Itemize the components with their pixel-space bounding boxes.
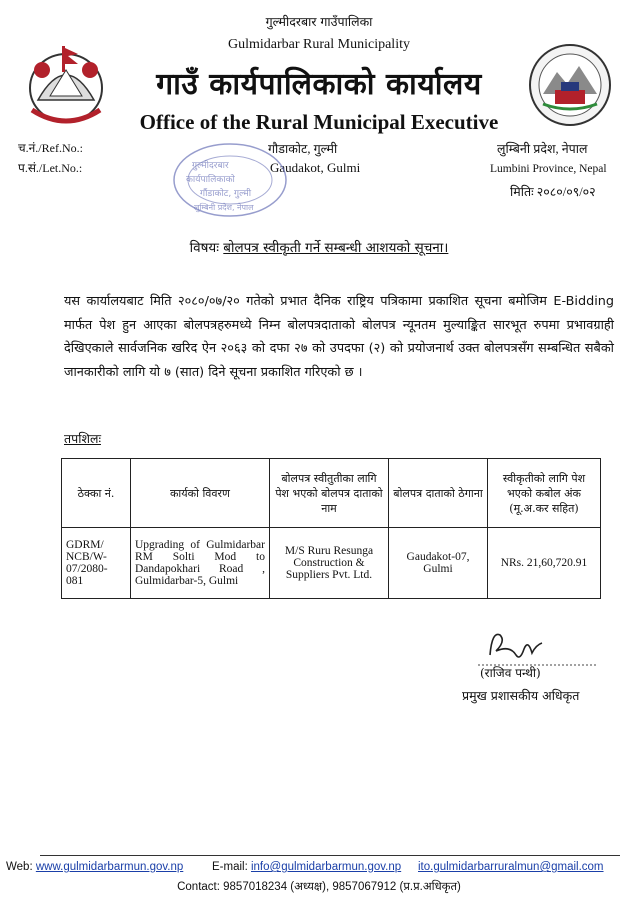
table-row	[62, 528, 601, 599]
subject-line	[0, 238, 638, 256]
notice-body: यस कार्यालयबाट मिति २०८०/०७/२० गतेको प्रभात दैनिक राष्ट्रिय पत्रिकामा प्रकाशित सूचना बमोजिम E-Bidding मार्फत पेश हुन आएका बोलपत्रहरुमध्ये निम्न बोलपत्रदाताको बोलपत्र न्यूनतम मुल्याङ्कित सारभूत रुपमा प्रभावग्राही देखिएकाले सार्वजनिक खरिद ऐन २०६३ को दफा २७ को उपदफा (२) को प्रयोजनार्थ उक्त बोलपत्रसँग सम्बन्धित सबैको जानकारीको लागि यो ७ (सात) दिने सूचना प्रकाशित गरिएको छ ।	[64, 294, 614, 380]
location-en: Gaudakot, Gulmi	[270, 160, 361, 175]
email-link-ito[interactable]: ito.gulmidarbarruralmun@gmail.com	[418, 861, 604, 873]
cell-contract-no: GDRM/ NCB/W- 07/2080- 081	[62, 528, 131, 599]
details-label: तपशिलः	[64, 431, 101, 446]
web-label: Web:	[6, 861, 33, 873]
cell-address: Gaudakot-07, Gulmi	[389, 528, 488, 599]
svg-text:कार्यपालिकाको: कार्यपालिकाको	[186, 175, 235, 185]
province-np: लुम्बिनी प्रदेश, नेपाल	[497, 142, 588, 156]
svg-text:गौंडाकोट, गुल्मी: गौंडाकोट, गुल्मी	[200, 189, 252, 199]
header-contract-no: ठेक्का नं.	[62, 459, 131, 528]
let-no-label: प.सं./Let.No.:	[18, 161, 83, 175]
municipality-name-en: Gulmidarbar Rural Municipality	[228, 37, 410, 52]
signatory-title: प्रमुख प्रशासकीय अधिकृत	[462, 688, 580, 703]
signatory-name: (राजिव पन्थी)	[480, 666, 541, 680]
tender-table	[61, 458, 601, 599]
date: मितिः २०८०/०९/०२	[510, 185, 596, 199]
municipality-name-np: गुल्मीदरबार गाउँपालिका	[265, 14, 373, 29]
footer-contact: Contact: 9857018234 (अध्यक्ष), 9857067912 (प्र.प्र.अधिकृत)	[177, 881, 461, 893]
province-en: Lumbini Province, Nepal	[490, 163, 607, 175]
footer-web	[6, 861, 183, 873]
location-np: गौडाकोट, गुल्मी	[268, 142, 338, 156]
header-description: कार्यको विवरण	[131, 459, 270, 528]
subject-text: बोलपत्र स्वीकृती गर्ने सम्बन्धी आशयको सूचना।	[223, 240, 449, 256]
office-name-np: गाउँ कार्यपालिकाको कार्यालय	[156, 67, 482, 102]
subject-prefix: विषयः	[189, 240, 219, 256]
header-address: बोलपत्र दाताको ठेगाना	[389, 459, 488, 528]
cell-bidder: M/S Ruru Resunga Construction & Suppliers Pvt. Ltd.	[270, 528, 389, 599]
cell-description: Upgrading of Gulmidarbar RM Solti Mod to Dandapokhari Road , Gulmidarbar-5, Gulmi	[131, 528, 270, 599]
footer-divider	[40, 855, 620, 856]
cell-amount: NRs. 21,60,720.91	[488, 528, 601, 599]
footer-email	[212, 861, 401, 873]
header-bidder: बोलपत्र स्वीतुतीका लागि पेश भएको बोलपत्र दाताको नाम	[270, 459, 389, 528]
ref-no-label: च.नं./Ref.No.:	[18, 141, 83, 155]
svg-text:गुल्मीदरबार: गुल्मीदरबार	[192, 161, 229, 171]
table-header-row	[62, 459, 601, 528]
office-name-en: Office of the Rural Municipal Executive	[139, 110, 499, 134]
svg-text:लुम्बिनी प्रदेश, नेपाल: लुम्बिनी प्रदेश, नेपाल	[194, 203, 254, 212]
email-label: E-mail:	[212, 861, 248, 873]
website-link[interactable]: www.gulmidarbarmun.gov.np	[35, 861, 184, 873]
email-link-info[interactable]: info@gulmidarbarmun.gov.np	[250, 861, 402, 873]
office-stamp	[170, 140, 290, 220]
header-amount: स्वीकृतीको लागि पेश भएको कबोल अंक (मू.अ.कर सहित)	[488, 459, 601, 528]
